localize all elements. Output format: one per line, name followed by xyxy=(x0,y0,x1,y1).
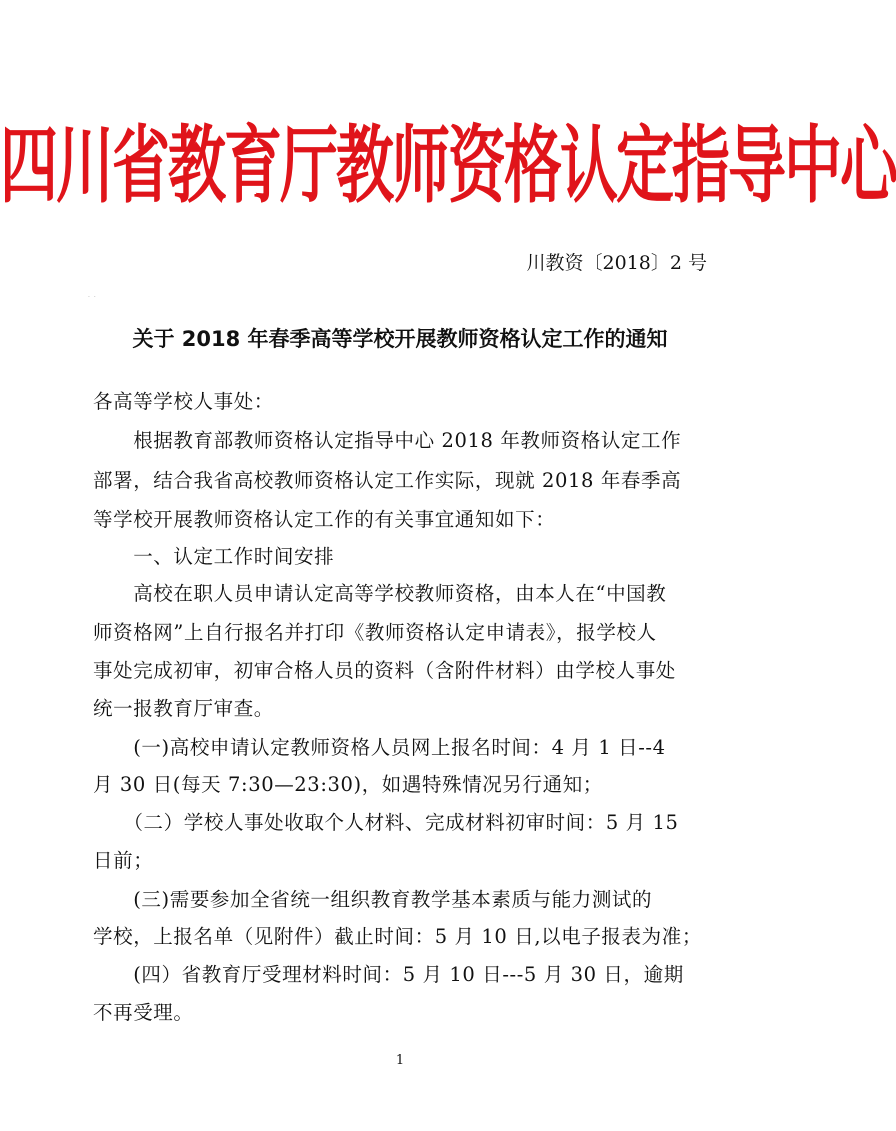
body-line: 月 30 日(每天 7:30—23:30)，如遇特殊情况另行通知； xyxy=(93,773,603,796)
body-line: 部署，结合我省高校教师资格认定工作实际，现就 2018 年春季高 xyxy=(93,469,682,492)
scan-specks: · · xyxy=(88,294,97,301)
body-line: 统一报教育厅审查。 xyxy=(93,697,274,720)
body-line: 不再受理。 xyxy=(93,1001,194,1024)
body-line: 学校，上报名单（见附件）截止时间：5 月 10 日,以电子报表为准； xyxy=(93,925,702,948)
page-number: 1 xyxy=(395,1053,405,1068)
body-line: (三)需要参加全省统一组织教育教学基本素质与能力测试的 xyxy=(93,888,653,911)
body-line: 等学校开展教师资格认定工作的有关事宜通知如下： xyxy=(93,508,556,531)
body-line: (一)高校申请认定教师资格人员网上报名时间：4 月 1 日--4 xyxy=(93,736,666,759)
letterhead-title: 四川省教育厅教师资格认定指导中心 xyxy=(0,115,896,215)
section-heading: 一、认定工作时间安排 xyxy=(93,545,335,568)
salutation: 各高等学校人事处： xyxy=(93,390,274,413)
notice-title: 关于 2018 年春季高等学校开展教师资格认定工作的通知 xyxy=(132,327,668,351)
body-line: 事处完成初审，初审合格人员的资料（含附件材料）由学校人事处 xyxy=(93,659,676,682)
body-line: (四）省教育厅受理材料时间：5 月 10 日---5 月 30 日，逾期 xyxy=(93,963,684,986)
body-line: 师资格网”上自行报名并打印《教师资格认定申请表》，报学校人 xyxy=(93,621,657,644)
body-line: （二）学校人事处收取个人材料、完成材料初审时间：5 月 15 xyxy=(93,811,679,834)
body-line: 根据教育部教师资格认定指导中心 2018 年教师资格认定工作 xyxy=(93,429,682,452)
body-line: 高校在职人员申请认定高等学校教师资格，由本人在“中国教 xyxy=(93,582,667,605)
body-line: 日前； xyxy=(93,849,154,872)
document-number: 川教资〔2018〕2 号 xyxy=(526,252,707,274)
